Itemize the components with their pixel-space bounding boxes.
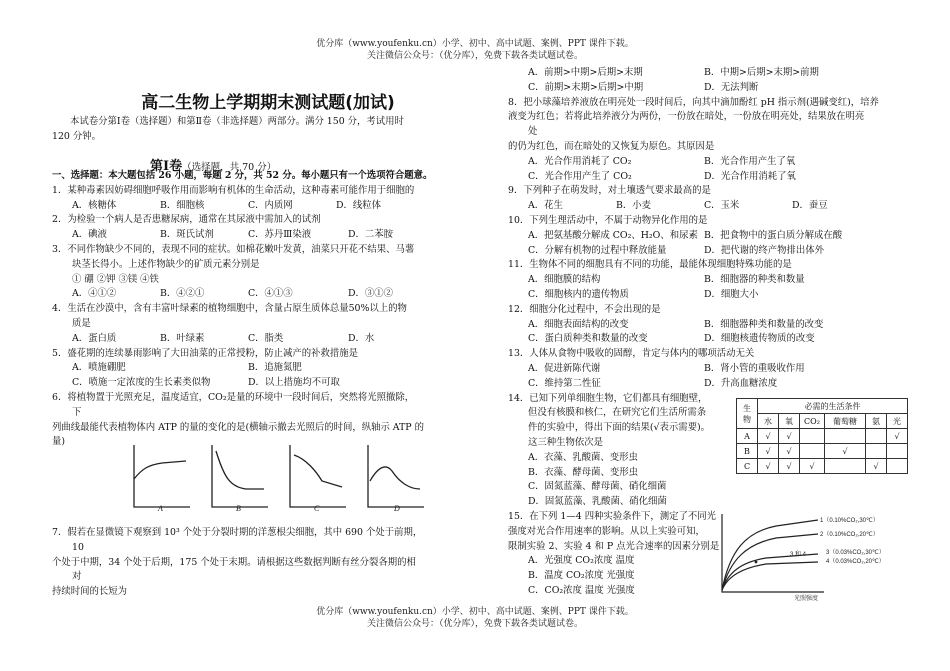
q3-option-b[interactable]: B．④②① [160, 288, 205, 300]
graph-d-curve [370, 467, 420, 489]
q15-graph [716, 510, 906, 602]
q9-option-a[interactable]: A．花生 [528, 200, 563, 212]
q13-option-a[interactable]: A．促进新陈代谢 [528, 362, 601, 374]
q3-option-a[interactable]: A．④①② [72, 288, 117, 300]
q2-option-a[interactable]: A．碘液 [72, 229, 107, 241]
q7-option-a[interactable]: A．前期>中期>后期>末期 [528, 67, 643, 78]
row-a-cell: √ [779, 429, 800, 444]
q7-option-c[interactable]: C．前期>末期>后期>中期 [528, 81, 644, 93]
q7-stem-4: 对 [72, 571, 82, 583]
q3-stem-1: 3．不同作物缺少不同的，表现不同的症状。如棉花嫩叶发黄，油菜只开花不结果、马薯 [52, 243, 415, 255]
instructions: 一、选择题：本大题包括 26 小题，每题 2 分，共 52 分。每小题只有一个选项符合题意。 [52, 170, 433, 181]
q9-option-b[interactable]: B．小麦 [616, 200, 652, 212]
q15-axes [722, 514, 824, 592]
q7-stem-3: 个处于中期，34 个处于后期，175 个处于末期。请根据这些数据判断有丝分裂各期的相 [52, 556, 416, 568]
q15-legend-34: 3 和 4 [790, 552, 807, 558]
row-a-cell: √ [887, 429, 908, 444]
q13-option-c[interactable]: C．维持第二性征 [528, 377, 601, 389]
table-header-needs: 必需的生活条件 [758, 399, 908, 414]
q15-xlabel: 光照强度 [794, 596, 819, 602]
q8-option-b[interactable]: B．光合作用产生了氧 [704, 155, 796, 167]
q4-option-d[interactable]: D．水 [348, 332, 375, 344]
q6-stem-3: 列曲线最能代表植物体内 ATP 的量的变化的是(横轴示撤去光照后的时间，纵轴示 ATP 的 [52, 421, 424, 433]
q1-option-d[interactable]: D．线粒体 [336, 199, 382, 211]
graph-b-label: B [236, 504, 241, 513]
row-c-cell: √ [779, 459, 800, 474]
q4-stem-1: 4．生活在沙漠中，含有丰富叶绿素的植物细胞中，含量占原生质体总量50%以上的物 [52, 303, 407, 315]
q10-option-b[interactable]: B．把食物中的蛋白质分解成在酸 [704, 229, 843, 241]
q12-options-row-2 [508, 332, 903, 347]
q4-option-c[interactable]: C．脂类 [248, 332, 284, 344]
row-b-cell: √ [758, 444, 779, 459]
q14-table-wrap [736, 398, 908, 474]
q2-option-b[interactable]: B．斑氏试剂 [160, 229, 214, 241]
q4-options [52, 332, 447, 347]
graph-c-axes [290, 445, 346, 507]
q10-stem: 10．下列生理活动中，不属于动物异化作用的是 [508, 214, 708, 226]
left-column [52, 169, 447, 450]
q5-options-row-1 [52, 361, 447, 376]
row-a-name: A [737, 429, 758, 444]
q5-option-a[interactable]: A．喷施硼肥 [72, 362, 126, 374]
table-col-glucose: 葡萄糖 [825, 414, 866, 429]
graph-c-label: C [314, 504, 320, 513]
q15-legend-4: 4（0.03%CO₂,20℃） [826, 559, 885, 565]
q1-stem: 1．某种毒素因妨碍细胞呼吸作用而影响有机体的生命活动，这种毒素可能作用于细胞的 [52, 184, 415, 196]
q8-stem-4: 的仍为红色，而在暗处的又恢复为原色。其原因是 [508, 140, 715, 152]
q14-option-a[interactable]: A．衣藻、乳酸菌、变形虫 [528, 451, 638, 463]
intro [52, 115, 444, 145]
q4-option-a[interactable]: A．蛋白质 [72, 332, 117, 344]
intro-line-1: 本试卷分第Ⅰ卷（选择题）和第Ⅱ卷（非选择题）两部分。满分 150 分，考试用时 [70, 116, 404, 127]
table-header-organism-1: 生 [743, 403, 751, 413]
q13-options-row-1 [508, 362, 903, 377]
q3-items: ① 硼 ②钾 ③镁 ④铁 [72, 273, 159, 285]
q12-option-a[interactable]: A．细胞表面结构的改变 [528, 318, 629, 330]
row-b-cell [800, 444, 825, 459]
q3-option-c[interactable]: C．④①③ [248, 288, 293, 300]
row-b-name: B [737, 444, 758, 459]
q2-option-d[interactable]: D．二苯胺 [348, 229, 394, 241]
q12-option-d[interactable]: D．细胞核遗传物质的改变 [704, 333, 815, 345]
q2-options [52, 228, 447, 243]
q8-option-a[interactable]: A．光合作用消耗了 CO₂ [528, 155, 632, 167]
graph-a-label: A [158, 504, 163, 513]
q4-stem-2: 质是 [72, 317, 91, 329]
q10-options-row-1 [508, 229, 903, 244]
q14-option-b[interactable]: B．衣藻、酵母菌、变形虫 [528, 466, 639, 478]
q15-stem-2: 强度对光合作用速率的影响。从以上实验可知， [508, 525, 705, 537]
row-c-cell [825, 459, 866, 474]
q11-stem: 11．生物体不同的细胞具有不同的功能，最能体现细胞特殊功能的是 [508, 259, 792, 271]
q14-option-d[interactable]: D．固氮蓝藻、乳酸菌、硝化细菌 [528, 496, 667, 508]
section-name: 第Ⅰ卷 [150, 159, 183, 174]
row-c-name: C [737, 459, 758, 474]
q5-option-c[interactable]: C．喷施一定浓度的生长素类似物 [72, 377, 211, 389]
table-header-organism [737, 399, 758, 429]
intro-line-2: 120 分钟。 [52, 130, 101, 142]
table-row [737, 444, 908, 459]
q1-option-c[interactable]: C．内质网 [248, 199, 293, 211]
graph-a-axes [134, 445, 190, 507]
q8-option-c[interactable]: C．光合作用产生了 CO₂ [528, 170, 632, 182]
row-a-cell: √ [758, 429, 779, 444]
q8-stem-1: 8．把小球藻培养液放在明亮处一段时间后，向其中滴加酚红 pH 指示剂(遇碱变红)，培养 [508, 96, 879, 108]
q9-option-c[interactable]: C．玉米 [704, 200, 740, 212]
q10-option-a[interactable]: A．把氨基酸分解成 CO₂、H₂O、和尿素 [528, 229, 698, 241]
q7-option-d[interactable]: D．无法判断 [704, 81, 759, 93]
row-c-cell [887, 459, 908, 474]
graph-c-curve [294, 455, 342, 487]
q12-option-c[interactable]: C．蛋白质种类和数量的改变 [528, 333, 648, 345]
q8-stem-3: 处 [528, 126, 538, 138]
q15-curve-4 [722, 562, 818, 590]
q7-options-row-1 [508, 66, 903, 81]
q8-options-row-1 [508, 155, 903, 170]
page-header [0, 38, 950, 62]
q9-options [508, 199, 903, 214]
q15-stem-3: 限制实验 2、实验 4 和 P 点光合速率的因素分别是 [508, 540, 720, 552]
q3-stem-2: 块茎长得小。上述作物缺少的矿质元素分别是 [72, 258, 260, 270]
q1-options [52, 199, 447, 214]
q14-stem-3: 件的实验中，得出下面的结果(√表示需要)。 [528, 422, 711, 434]
footer-line-2: 关注微信公众号：（优分库），免费下载各类试题试卷。 [366, 619, 583, 629]
row-b-cell: √ [825, 444, 866, 459]
q10-option-c[interactable]: C．分解有机物的过程中释放能量 [528, 244, 667, 256]
q3-option-d[interactable]: D．③①② [348, 288, 394, 300]
q10-option-d[interactable]: D．把代谢的终产物排出体外 [704, 244, 825, 256]
table-col-oxygen: 氧 [779, 414, 800, 429]
q1-option-a[interactable]: A．核糖体 [72, 199, 117, 211]
q15-legend-1: 1（0.10%CO₂,30℃） [820, 518, 879, 524]
q11-options-row-2 [508, 288, 903, 303]
q14-option-c[interactable]: C．固氮蓝藻、酵母菌、硝化细菌 [528, 481, 667, 493]
row-a-cell [800, 429, 825, 444]
header-line-1: 优分库（www.youfenku.cn）小学、初中、高中试题、案例、PPT 课件下载。 [316, 39, 634, 49]
q1-option-b[interactable]: B．细胞核 [160, 199, 205, 211]
row-a-cell [866, 429, 887, 444]
q15-legend-2: 2（0.10%CO₂,20℃） [820, 532, 879, 538]
row-c-cell: √ [800, 459, 825, 474]
row-b-cell: √ [779, 444, 800, 459]
q11-option-a[interactable]: A．细胞膜的结构 [528, 274, 601, 286]
q14-table [736, 398, 908, 474]
q15-graph-svg [716, 510, 906, 602]
q15-option-b[interactable]: B．温度 CO₂浓度 光强度 [528, 570, 635, 582]
q2-option-c[interactable]: C．苏丹Ⅲ染液 [248, 229, 312, 241]
q15-stem-1: 15．在下列 1—4 四种实验条件下，测定了不同光 [508, 510, 716, 522]
q9-option-d[interactable]: D．蚕豆 [792, 200, 828, 212]
q5-option-b[interactable]: B．追施氮肥 [248, 362, 302, 374]
section-note: （选择题，共 70 分） [182, 162, 277, 173]
q14-stem-1: 14．已知下列单细胞生物，它们都具有细胞壁， [508, 392, 708, 404]
q5-stem: 5．盛花期的连续暴雨影响了大田油菜的正常授粉，防止减产的补救措施是 [52, 347, 358, 359]
q13-stem: 13．人体从食物中吸收的固醇，肯定与体内的哪项活动无关 [508, 348, 755, 360]
q8-options-row-2 [508, 170, 903, 185]
table-col-ammonia: 氨 [866, 414, 887, 429]
row-b-cell [887, 444, 908, 459]
q10-options-row-2 [508, 244, 903, 259]
q15-option-a[interactable]: A．光强度 CO₂浓度 温度 [528, 555, 635, 567]
row-c-cell: √ [866, 459, 887, 474]
q7-block [52, 526, 447, 600]
q7-stem-5: 持续时间的长短为 [52, 586, 128, 598]
page-footer [0, 606, 950, 630]
row-a-cell [825, 429, 866, 444]
q14-stem-4: 这三种生物依次是 [528, 436, 604, 448]
q12-option-b[interactable]: B．细胞器种类和数量的改变 [704, 318, 824, 330]
q6-graphs-svg [128, 441, 428, 513]
q15-point-p [755, 561, 758, 564]
q6-graphs [128, 441, 428, 513]
q6-stem-1: 6．将植物置于光照充足，温度适宜，CO₂是量的环境中一段时间后，突然将光照撤除， [52, 391, 415, 403]
footer-line-1: 优分库（www.youfenku.cn）小学、初中、高中试题、案例、PPT 课件下载。 [316, 607, 634, 617]
q8-stem-2: 液变为红色；若将此培养液分为两份，一份放在暗处，一份放在明亮处，结果放在明亮 [508, 111, 865, 123]
q7-option-b[interactable]: B．中期>后期>末期>前期 [704, 67, 819, 78]
q5-option-d[interactable]: D．以上措施均不可取 [248, 377, 340, 389]
graph-b-curve [216, 451, 264, 489]
header-line-2: 关注微信公众号：（优分库），免费下载各类试题试卷。 [366, 51, 583, 61]
table-row [737, 459, 908, 474]
q11-option-d[interactable]: D．细胞大小 [704, 288, 759, 300]
q5-options-row-2 [52, 376, 447, 391]
q13-option-b[interactable]: B．肾小管的重吸收作用 [704, 362, 805, 374]
q11-options-row-1 [508, 273, 903, 288]
graph-a-curve [134, 461, 186, 479]
q4-option-b[interactable]: B．叶绿素 [160, 332, 205, 344]
q13-option-d[interactable]: D．升高血糖浓度 [704, 377, 778, 389]
q11-option-b[interactable]: B．细胞器的种类和数量 [704, 274, 805, 286]
exam-title: 高二生物上学期期末测试题(加试) [141, 93, 395, 113]
q13-options-row-2 [508, 377, 903, 392]
row-b-cell [866, 444, 887, 459]
q7-options-row-2 [508, 81, 903, 96]
table-row [737, 429, 908, 444]
table-header-organism-2: 物 [743, 414, 751, 424]
table-col-co2: CO₂ [800, 414, 825, 429]
q8-option-d[interactable]: D．光合作用消耗了氧 [704, 170, 796, 182]
q12-stem: 12．细胞分化过程中，不会出现的是 [508, 303, 661, 315]
graph-d-label: D [394, 504, 400, 513]
q15-legend-3: 3（0.03%CO₂,30℃） [826, 550, 885, 556]
q7-stem-1: 7．假若在显微镜下观察到 10³ 个处于分裂时期的洋葱根尖细胞，其中 690 个处于前期， [52, 527, 423, 538]
q6-stem-2: 下 [72, 406, 82, 418]
q9-stem: 9．下列种子在萌发时，对土壤透气要求最高的是 [508, 185, 711, 197]
q2-stem: 2．为检验一个病人是否患糖尿病，通常在其尿液中需加入的试剂 [52, 214, 321, 226]
q11-option-c[interactable]: C．细胞核内的遗传物质 [528, 288, 629, 300]
q12-options-row-1 [508, 318, 903, 333]
q7-stem-2: 10 [72, 541, 84, 553]
q6-stem-4: 量) [52, 436, 66, 448]
graph-b-axes [212, 445, 268, 507]
q3-options [52, 287, 447, 302]
table-col-light: 光 [887, 414, 908, 429]
row-c-cell: √ [758, 459, 779, 474]
table-col-water: 水 [758, 414, 779, 429]
q14-stem-2: 但没有核膜和核仁，在研究它们生活所需条 [528, 407, 707, 419]
q15-option-c[interactable]: C．CO₂浓度 温度 光强度 [528, 584, 635, 596]
